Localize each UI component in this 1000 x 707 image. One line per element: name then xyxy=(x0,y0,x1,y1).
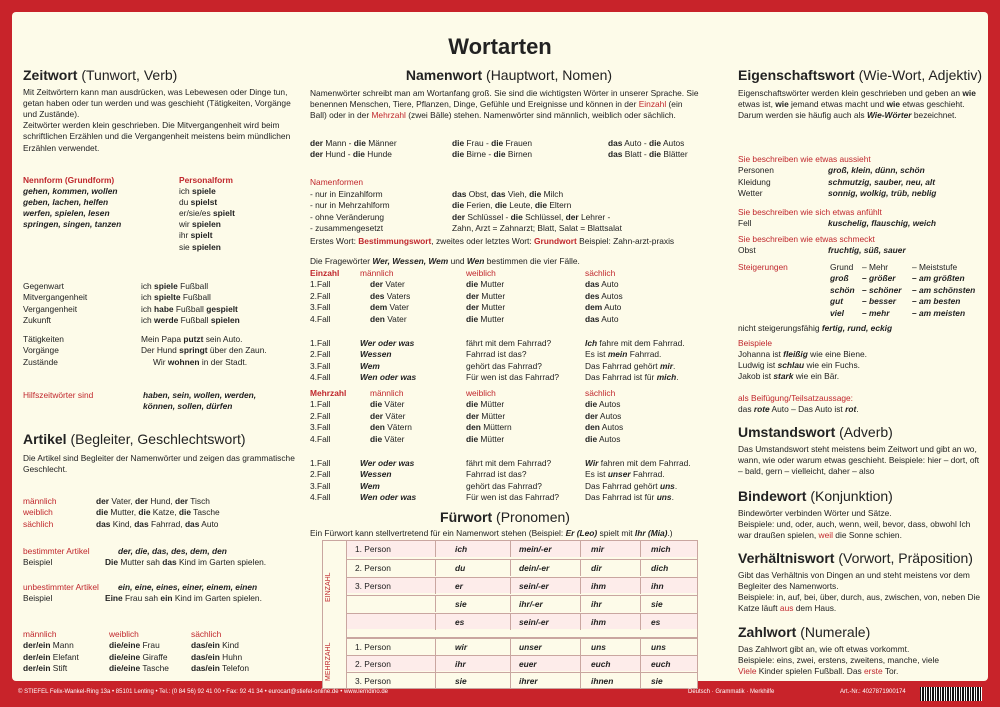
personalform-line: wir spielen xyxy=(179,219,221,230)
nennform-line: gehen, kommen, wollen xyxy=(23,186,118,197)
umstandswort-section xyxy=(738,424,983,477)
fuerwort-heading: Fürwort (Pronomen) xyxy=(440,509,570,525)
poster-sheet: Wortarten Zeitwort (Tunwort, Verb) Mit Zeitwörtern kann man ausdrücken, was Lebewesen oder Dinge tun, getan haben oder tun werden und was geschieht (Tätigkeiten, Vorgänge und Zustände). Zeitwörter werden klein geschrieben. Die Mitvergangenheit wird beim schriftlichen Erzählen und die Vergangenheit meistens beim mündlichen Erzählen verwendet. Nennform (Grundform) gehen, kommen, wollen geben, lachen, helfen werfen, spielen, lesen springen, singen, tanzen Personalform ich spiele du spielst er/sie/es spielt wir spielen ihr spielt sie spielen Gegenwart ich spiele Fußball Mitvergangenheit ich spielte Fußball Vergangenheit ich habe Fußball gespielt Zukunft ich werde Fußball spielen Tätigkeiten Mein Papa putzt sein Auto. Vorgänge Der Hund springt über den Zaun. Zustände Wir wohnen in der Stadt. Hilfszeitwörter sind haben, sein, wollen, werden, können, sollen, dürfen Artikel (Begleiter, Geschlechtswort) Die Artikel sind Begleiter der Namenwörter und zeigen das grammatische Geschlecht. männlich der Vater, der Hund, der Tisch weiblich die Mutter, die Katze, die Tasche sächlich das Kind, das Fahrrad, das Auto bestimmter Artikel der, die, das, des, dem, den Beispiel Die Mutter sah das Kind im Garten spielen. unbestimmter Artikel ein, eine, eines, einer, einem, einen Beispiel Eine Frau sah ein Kind im Garten spielen. männlich weiblich sächlich der/ein Mann die/eine Frau das/ein Kind der/ein Elefant die/eine Giraffe das/ein Huhn der/ein Stift die/eine Tasche das/ein Telefon Namenwort (Hauptwort, Nomen) Namenwörter schreibt man am Wortanfang groß. Sie sind die wichtigsten Wörter in unserer Sprache. Sie benennen Menschen, Tiere, Pflanzen, Dinge, Gefühle und Ereignisse und können in der Einzahl (ein Ball) oder in der Mehrzahl (zwei Bälle) stehen. Namenwörter sind männlich, weiblich oder sächlich. der Mann - die Männer die Frau - die Frauen das Auto - die Autos der Hund - die Hunde die Birne - die Birnen das Blatt - die Blätter Namenformen - nur in Einzahlform das Obst, das Vieh, die Milch - nur in Mehrzahlform die Ferien, die Leute, die Eltern - ohne Veränderung der Schlüssel - die Schlüssel, der Lehrer - - zusammengesetzt Zahn, Arzt = Zahnarzt; Blatt, Salat = Blattsalat Erstes Wort: Bestimmungswort, zweites oder letztes Wort: Grundwort Beispiel: Zahn-arzt-praxis Die Fragewörter Wer, Wessen, Wem und Wen bestimmen die vier Fälle. Einzahl männlich weiblich sächlich 1.Fall der Vater die Mutter das Auto 2.Fall des Vaters der Mutter des Autos 3.Fall dem Vater der Mutter dem Auto 4.Fall den Vater die Mutter das Auto 1.Fall Wer oder was fährt mit dem Fahrrad? Ich fahre mit dem Fahrrad. 2.Fall Wessen Fahrrad ist das? Es ist mein Fahrrad. 3.Fall Wem gehört das Fahrrad? Das Fahrrad gehört mir. 4.Fall Wen oder was Für wen ist das Fahrrad? Das Fahrrad ist für mich. Mehrzahl männlich weiblich sächlich 1.Fall die Väter die Mütter die Autos 2.Fall der Väter der Mütter der Autos 3.Fall den Vätern den Müttern den Autos 4.Fall die Väter die Mütter die Autos 1.Fall Wer oder was fährt mit dem Fahrrad? Wir fahren mit dem Fahrrad. 2.Fall Wessen Fahrrad ist das? Es ist unser Fahrrad. 3.Fall Wem gehört das Fahrrad? Das Fahrrad gehört uns. 4.Fall Wen oder was Für wen ist das Fahrrad? Das Fahrrad ist für uns. Fürwort (Pronomen) Ein Fürwort kann stellvertretend für ein Namenwort stehen (Beispiel: Er (Leo) spielt mit Ihr (Mia).) 1. Person ich mein/-er mir mich 2. Person du dein/-er dir dich 3. Person er sein/-er ihm ihn sie ihr/-er ihr sie es sein/-er ihm es 1. Person wir unser uns uns 2. Person ihr euer euch euch 3. Person sie ihrer ihnen sie EINZAHL MEHRZAHL Eigenschaftswort (Wie-Wort, Adjektiv) Eigenschaftswörter werden klein geschrieben und geben an wie etwas ist, wie jemand etwas macht und wie etwas geschieht. Darum werden sie häufig auch als Wie-Wörter bezeichnet. Sie beschreiben wie etwas aussieht Personen groß, klein, dünn, schön Kleidung schmutzig, sauber, neu, alt Wetter sonnig, wolkig, trüb, neblig Sie beschreiben wie sich etwas anfühlt Fell kuschelig, flauschig, weich Sie beschreiben wie etwas schmeckt Obst fruchtig, süß, sauer Steigerungen Grund – Mehr – Meiststufe groß – größer – am größten schön – schöner – am schönsten gut – besser – am besten viel – mehr – am meisten nicht steigerungsfähig fertig, rund, eckig Beispiele Johanna ist fleißig wie eine Biene. Ludwig ist schlau wie ein Fuchs. Jakob ist stark wie ein Bär. als Beifügung/Teilsatzaussage: das rote Auto – Das Auto ist rot. Umstandswort (Adverb) Das Umstandswort steht meistens beim Zeitwort und gibt an wo, wann, wie oder warum etwas geschieht. Beispiele: hier – dort, oft – bald, gern – vielleicht, daher – also Bindewort (Konjunktion) Bindewörter verbinden Wörter und Sätze. Beispiele: und, oder, auch, wenn, weil, bevor, dass, obwohl Ich war draußen spielen, weil die Sonne schien. Verhältniswort (Vorwort, Präposition) Gibt das Verhältnis von Dingen an und steht meistens vor dem Begleiter des Namenworts. Beispiele: in, auf, bei, über, durch, aus, zwischen, von, neben Die Katze läuft aus dem Haus. Zahlwort (Numerale) Das Zahlwort gibt an, wie oft etwas vorkommt. Beispiele: eins, zwei, erstens, zweitens, manche, viele Viele Kinder spielen Fußball. Das erste Tor. xyxy=(12,12,988,681)
eigenschaftswort-intro: Eigenschaftswörter werden klein geschrieben und geben an wie etwas ist, wie jemand etwas macht und wie etwas geschieht. Darum werden sie häufig auch als Wie-Wörter bezeichnet. xyxy=(738,88,976,121)
schmecken-heading: Sie beschreiben wie etwas schmeckt xyxy=(738,234,875,244)
personalform-line: sie spielen xyxy=(179,241,221,252)
personalform-block xyxy=(179,175,235,253)
publisher-info: © STIEFEL Felix-Wankel-Ring 13a • 85101 Lenting • Tel.: (0 84 56) 92 41 00 • Fax: 92 41 34 • eurocart@stiefel-online.de • www.lerndino.de xyxy=(18,689,388,695)
col-saechlich: sächlich xyxy=(585,388,616,398)
zeitwort-heading: Zeitwort (Tunwort, Verb) xyxy=(23,67,178,83)
personalform-line: ich spiele xyxy=(179,186,216,197)
mehrzahl-tag: MEHRZAHL xyxy=(325,642,332,682)
nennform-heading: Nennform (Grundform) xyxy=(23,175,115,185)
einzahl-heading: Einzahl xyxy=(310,268,340,278)
fuerwort-row: 3. Person er sein/-er ihm ihn xyxy=(347,577,697,593)
zeitwort-usage: Zeitwörter werden klein geschrieben. Die Mitvergangenheit wird beim schriftlichen Erzählen und die Vergangenheit meistens beim mündlichen Erzählen verwendet. xyxy=(23,120,291,153)
steigerung-label: Steigerungen xyxy=(738,262,788,272)
verhaeltniswort-heading: Verhältniswort (Vorwort, Präposition) xyxy=(738,550,973,566)
namenformen-heading: Namenformen xyxy=(310,177,364,187)
zeitwort-section xyxy=(23,67,303,154)
fuerwort-row: sie ihr/-er ihr sie xyxy=(347,595,697,611)
einzahl-tag: EINZAHL xyxy=(325,572,332,602)
fuerwort-row: 2. Person du dein/-er dir dich xyxy=(347,559,697,575)
verhaeltniswort-text: Gibt das Verhältnis von Dingen an und steht meistens vor dem Begleiter des Namenworts. xyxy=(738,570,970,592)
zahlwort-section xyxy=(738,624,983,677)
col-saechlich: sächlich xyxy=(585,268,616,278)
subject-info: Deutsch · Grammatik · Merkhilfe xyxy=(688,689,775,695)
bindewort-text: Bindewörter verbinden Wörter und Sätze. xyxy=(738,508,892,519)
col-maennlich: männlich xyxy=(370,388,404,398)
nennform-line: werfen, spielen, lesen xyxy=(23,208,110,219)
artikel-heading: Artikel (Begleiter, Geschlechtswort) xyxy=(23,431,246,447)
aussehen-heading: Sie beschreiben wie etwas aussieht xyxy=(738,154,871,164)
fuerwort-row: 3. Person sie ihrer ihnen sie xyxy=(347,672,697,688)
nennform-line: springen, singen, tanzen xyxy=(23,219,122,230)
bindewort-example: Beispiele: und, oder, auch, wenn, weil, bevor, dass, obwohl Ich war draußen spielen, weil die Sonne schien. xyxy=(738,519,971,541)
fuerwort-table xyxy=(322,540,698,689)
unbestimmter-artikel-example: Eine Frau sah ein Kind im Garten spielen. xyxy=(105,593,262,604)
personalform-heading: Personalform xyxy=(179,175,233,185)
artikel-section xyxy=(23,431,303,475)
eigenschaftswort-section xyxy=(738,67,983,121)
fuerwort-row: 2. Person ihr euer euch euch xyxy=(347,655,697,671)
beispiel-label: Beispiel xyxy=(23,593,53,604)
namenwort-intro: Namenwörter schreibt man am Wortanfang groß. Sie sind die wichtigsten Wörter in unserer Sprache. Sie benennen Menschen, Tiere, Pflanzen, Dinge, Gefühle und Ereignisse und können in der Einzahl (ein Ball) oder in der Mehrzahl (zwei Bälle) stehen. Namenwörter sind männlich, weiblich oder sächlich. xyxy=(310,88,699,121)
hilfsverb-label: Hilfszeitwörter sind xyxy=(23,390,94,400)
nennform-line: geben, lachen, helfen xyxy=(23,197,109,208)
zahlwort-beispiele: Beispiele: eins, zwei, erstens, zweitens, manche, viele xyxy=(738,655,940,666)
bindewort-heading: Bindewort (Konjunktion) xyxy=(738,488,893,504)
fuerwort-row: es sein/-er ihm es xyxy=(347,613,697,629)
fuerwort-row: 1. Person ich mein/-er mir mich xyxy=(347,541,697,557)
zahlwort-example: Viele Kinder spielen Fußball. Das erste Tor. xyxy=(738,666,899,677)
verhaeltniswort-example: Beispiele: in, auf, bei, über, durch, aus, zwischen, von, neben Die Katze läuft aus dem Haus. xyxy=(738,592,981,614)
bestimmter-artikel-example: Die Mutter sah das Kind im Garten spielen. xyxy=(105,557,267,568)
col-maennlich: männlich xyxy=(23,629,57,639)
anfuehlen-heading: Sie beschreiben wie sich etwas anfühlt xyxy=(738,207,882,217)
artikel-intro: Die Artikel sind Begleiter der Namenwörter und zeigen das grammatische Geschlecht. xyxy=(23,453,295,475)
eigenschaftswort-heading: Eigenschaftswort (Wie-Wort, Adjektiv) xyxy=(738,67,983,83)
article-number: Art.-Nr.: 4027871900174 xyxy=(840,689,906,695)
namenwort-section xyxy=(310,67,700,121)
col-saechlich: sächlich xyxy=(191,629,222,639)
col-weiblich: weiblich xyxy=(109,629,139,639)
verhaeltniswort-section xyxy=(738,550,983,614)
bestimmter-artikel-label: bestimmter Artikel xyxy=(23,546,90,556)
beispiel-label: Beispiel xyxy=(23,557,53,568)
col-weiblich: weiblich xyxy=(466,268,496,278)
mehrzahl-heading: Mehrzahl xyxy=(310,388,347,398)
personalform-line: er/sie/es spielt xyxy=(179,208,235,219)
beifuegung-block: als Beifügung/Teilsatzaussage: das rote Auto – Das Auto ist rot. xyxy=(738,393,859,415)
col-maennlich: männlich xyxy=(360,268,394,278)
zahlwort-heading: Zahlwort (Numerale) xyxy=(738,624,871,640)
umstandswort-text: Das Umstandswort steht meistens beim Zeitwort und gibt an wo, wann, wie oder warum etwas geschieht. Beispiele: hier – dort, oft – bald, gern – vielleicht, daher – also xyxy=(738,444,980,477)
adjektiv-beispiele: Beispiele Johanna ist fleißig wie eine Biene. Ludwig ist schlau wie ein Fuchs. Jakob ist stark wie ein Bär. xyxy=(738,338,867,382)
namenwort-heading: Namenwort (Hauptwort, Nomen) xyxy=(405,67,613,83)
nennform-block xyxy=(23,175,121,230)
footer xyxy=(12,685,988,703)
personalform-line: ihr spielt xyxy=(179,230,213,241)
bindewort-section xyxy=(738,488,983,541)
nicht-steigerungsfaehig: nicht steigerungsfähig fertig, rund, eckig xyxy=(738,323,893,333)
bestimmungswort-line: Erstes Wort: Bestimmungswort, zweites oder letztes Wort: Grundwort Beispiel: Zahn-arzt-praxis xyxy=(310,236,675,246)
fuerwort-row: 1. Person wir unser uns uns xyxy=(347,637,697,653)
col-weiblich: weiblich xyxy=(466,388,496,398)
fragewoerter-line: Die Fragewörter Wer, Wessen, Wem und Wen bestimmen die vier Fälle. xyxy=(310,256,580,266)
hilfsverb-list: haben, sein, wollen, werden, können, sollen, dürfen xyxy=(143,390,257,412)
zeitwort-intro: Mit Zeitwörtern kann man ausdrücken, was Lebewesen oder Dinge tun, getan haben oder tun werden und was geschieht (Tätigkeiten, Vorgänge und Zustände). xyxy=(23,87,291,120)
page-title: Wortarten xyxy=(448,34,552,59)
unbestimmter-artikel-label: unbestimmter Artikel xyxy=(23,582,99,592)
umstandswort-heading: Umstandswort (Adverb) xyxy=(738,424,893,440)
barcode-icon xyxy=(920,687,982,701)
fuerwort-intro: Ein Fürwort kann stellvertretend für ein Namenwort stehen (Beispiel: Er (Leo) spielt mit Ihr (Mia).) xyxy=(310,528,673,538)
bestimmter-artikel-list: der, die, das, des, dem, den xyxy=(118,546,227,556)
personalform-line: du spielst xyxy=(179,197,218,208)
zahlwort-text: Das Zahlwort gibt an, wie oft etwas vorkommt. xyxy=(738,644,910,655)
unbestimmter-artikel-list: ein, eine, eines, einer, einem, einen xyxy=(118,582,258,592)
